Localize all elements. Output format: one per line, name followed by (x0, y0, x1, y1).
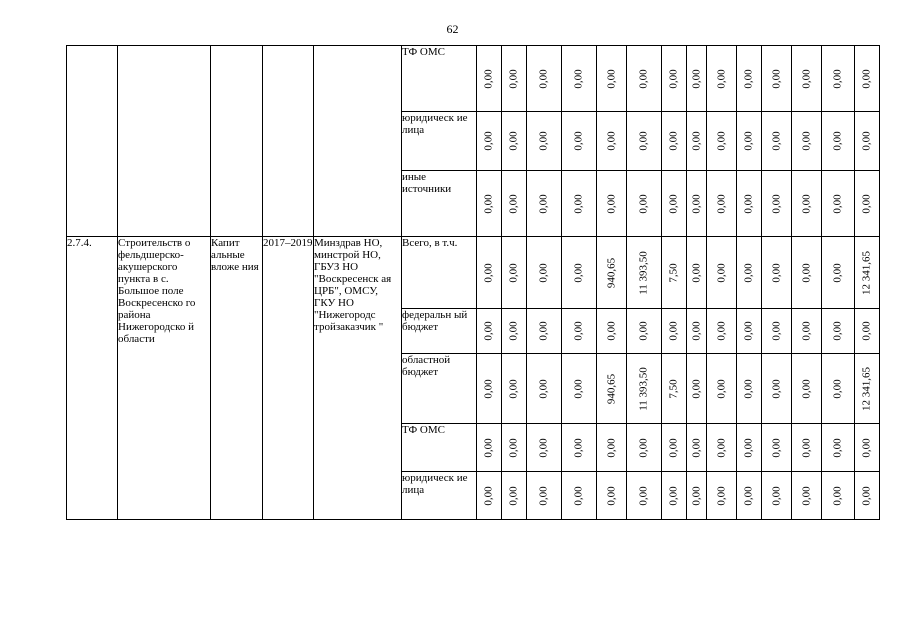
value-text: 0,00 (800, 321, 812, 341)
value-cell (627, 46, 662, 112)
value-text: 0,00 (742, 437, 755, 458)
value-cell (477, 354, 502, 424)
value-text: 0,00 (637, 437, 650, 458)
value-text: 0,00 (770, 437, 782, 458)
value-text: 0,00 (482, 68, 495, 89)
value-text: 0,00 (667, 193, 680, 214)
value-cell (627, 171, 662, 237)
value-text: 0,00 (482, 193, 495, 214)
value-cell (707, 171, 737, 237)
value-text: 0,00 (667, 68, 680, 89)
value-text: 0,00 (715, 68, 727, 89)
value-text: 0,00 (690, 378, 702, 399)
value-text: 0,00 (507, 68, 520, 89)
value-text: 0,00 (537, 68, 550, 89)
value-cell (477, 424, 502, 472)
value-text: 11 393,50 (637, 366, 650, 411)
value-cell (527, 309, 562, 354)
value-cell (597, 112, 627, 171)
value-cell (737, 309, 762, 354)
value-cell (562, 112, 597, 171)
value-text: 0,00 (667, 437, 680, 458)
value-text: 0,00 (800, 262, 812, 283)
value-cell (527, 354, 562, 424)
funding-source-cell: областной бюджет (402, 354, 477, 424)
value-cell (662, 46, 687, 112)
value-cell (502, 112, 527, 171)
value-text: 0,00 (742, 485, 755, 506)
value-cell (527, 472, 562, 520)
value-text: 0,00 (770, 378, 782, 399)
value-text: 0,00 (690, 485, 702, 506)
value-cell (762, 112, 792, 171)
value-cell (477, 46, 502, 112)
table-row (67, 46, 880, 112)
value-text: 0,00 (637, 68, 650, 89)
value-text: 0,00 (770, 321, 782, 341)
value-text: 7,50 (667, 262, 680, 283)
value-text: 0,00 (572, 378, 585, 399)
value-text: 0,00 (537, 485, 550, 506)
value-text: 0,00 (715, 193, 727, 214)
value-cell (562, 472, 597, 520)
value-cell (627, 112, 662, 171)
value-text: 0,00 (605, 68, 617, 89)
value-cell (662, 112, 687, 171)
value-text: 0,00 (637, 485, 650, 506)
value-text: 0,00 (831, 193, 844, 214)
value-text: 0,00 (800, 437, 812, 458)
value-cell (597, 309, 627, 354)
value-text: 0,00 (572, 321, 585, 341)
value-cell (855, 112, 880, 171)
value-cell (822, 354, 855, 424)
value-cell (737, 424, 762, 472)
value-cell (707, 354, 737, 424)
value-text: 0,00 (742, 378, 755, 399)
value-text: 0,00 (637, 193, 650, 214)
value-cell (762, 354, 792, 424)
value-cell (662, 237, 687, 309)
item-period-cell: 2017–2019 (263, 237, 314, 520)
value-cell (562, 354, 597, 424)
value-text: 0,00 (742, 262, 755, 283)
value-cell (687, 309, 707, 354)
value-cell (762, 171, 792, 237)
value-text: 0,00 (800, 193, 812, 214)
value-cell (502, 472, 527, 520)
value-cell (822, 237, 855, 309)
value-cell (477, 237, 502, 309)
value-text: 11 393,50 (637, 250, 650, 295)
value-cell (762, 472, 792, 520)
value-cell (527, 112, 562, 171)
value-cell (707, 309, 737, 354)
value-text: 0,00 (831, 378, 844, 399)
prev-executor-cell (314, 46, 402, 237)
value-text: 0,00 (537, 437, 550, 458)
value-cell (687, 354, 707, 424)
value-cell (822, 171, 855, 237)
value-cell (477, 112, 502, 171)
value-cell (707, 237, 737, 309)
program-table (66, 45, 880, 520)
value-text: 0,00 (690, 262, 702, 283)
page-number: 62 (446, 22, 459, 36)
value-text: 0,00 (690, 437, 702, 458)
value-text: 0,00 (605, 485, 617, 506)
value-cell (792, 309, 822, 354)
value-cell (627, 237, 662, 309)
value-cell (662, 424, 687, 472)
value-text: 0,00 (860, 68, 873, 89)
value-cell (762, 424, 792, 472)
value-text: 0,00 (637, 321, 650, 341)
value-text: 0,00 (800, 131, 812, 151)
item-name-cell: Строительств о фельдшерско-акушерского пункта в с. Большое поле Воскресенско го района Нижегородско й области (118, 237, 211, 520)
value-text: 0,00 (860, 321, 873, 341)
value-text: 0,00 (715, 262, 727, 283)
value-text: 0,00 (831, 68, 844, 89)
funding-source-cell: федеральн ый бюджет (402, 309, 477, 354)
value-cell (502, 309, 527, 354)
value-text: 0,00 (690, 321, 702, 341)
value-text: 0,00 (742, 68, 755, 89)
item-executor-cell: Минздрав НО, минстрой НО, ГБУЗ НО "Воскресенск ая ЦРБ", ОМСУ, ГКУ НО "Нижегородс тройзаказчик " (314, 237, 402, 520)
value-cell (822, 424, 855, 472)
value-cell (627, 354, 662, 424)
value-text: 0,00 (742, 193, 755, 214)
value-text: 0,00 (800, 378, 812, 399)
value-cell (662, 309, 687, 354)
value-text: 0,00 (572, 262, 585, 283)
value-cell (662, 354, 687, 424)
value-text: 0,00 (860, 485, 873, 506)
value-cell (792, 354, 822, 424)
value-text: 0,00 (637, 131, 650, 151)
value-text: 0,00 (482, 437, 495, 458)
value-cell (762, 309, 792, 354)
value-text: 0,00 (537, 131, 550, 151)
value-text: 0,00 (715, 485, 727, 506)
value-text: 0,00 (537, 378, 550, 399)
value-text: 12 341,65 (860, 250, 873, 295)
value-cell (662, 171, 687, 237)
value-text: 0,00 (770, 131, 782, 151)
value-cell (737, 354, 762, 424)
value-text: 0,00 (831, 437, 844, 458)
value-cell (477, 171, 502, 237)
value-text: 7,50 (667, 378, 680, 399)
value-text: 0,00 (800, 485, 812, 506)
value-cell (527, 237, 562, 309)
value-text: 0,00 (507, 131, 520, 151)
value-text: 0,00 (742, 321, 755, 341)
value-text: 0,00 (507, 193, 520, 214)
value-cell (477, 472, 502, 520)
value-text: 0,00 (605, 193, 617, 214)
value-text: 0,00 (572, 68, 585, 89)
value-text: 0,00 (715, 321, 727, 341)
value-text: 0,00 (507, 485, 520, 506)
value-cell (822, 309, 855, 354)
value-cell (737, 171, 762, 237)
value-cell (687, 237, 707, 309)
value-text: 0,00 (572, 193, 585, 214)
value-text: 0,00 (537, 321, 550, 341)
value-cell (527, 46, 562, 112)
value-text: 0,00 (537, 193, 550, 214)
value-cell (562, 171, 597, 237)
value-text: 0,00 (831, 131, 844, 151)
value-text: 940,65 (605, 373, 617, 404)
value-text: 0,00 (690, 68, 702, 89)
value-cell (822, 472, 855, 520)
value-cell (737, 46, 762, 112)
value-cell (627, 472, 662, 520)
funding-source-cell: юридическ ие лица (402, 472, 477, 520)
value-cell (707, 424, 737, 472)
value-cell (855, 171, 880, 237)
item-number-cell: 2.7.4. (67, 237, 118, 520)
funding-source-cell: ТФ ОМС (402, 424, 477, 472)
value-text: 0,00 (667, 131, 680, 151)
value-text: 0,00 (860, 131, 873, 151)
value-cell (597, 237, 627, 309)
value-text: 0,00 (572, 437, 585, 458)
value-cell (687, 112, 707, 171)
value-cell (792, 112, 822, 171)
value-text: 0,00 (770, 68, 782, 89)
value-cell (737, 237, 762, 309)
value-text: 0,00 (831, 485, 844, 506)
value-text: 0,00 (770, 485, 782, 506)
value-cell (662, 472, 687, 520)
value-cell (762, 237, 792, 309)
value-cell (855, 424, 880, 472)
value-cell (737, 112, 762, 171)
value-cell (502, 237, 527, 309)
table-row (67, 237, 880, 309)
value-text: 940,65 (605, 257, 617, 288)
value-cell (502, 46, 527, 112)
value-text: 0,00 (690, 131, 702, 151)
value-text: 0,00 (572, 131, 585, 151)
value-cell (707, 472, 737, 520)
value-text: 12 341,65 (860, 366, 873, 411)
value-text: 0,00 (715, 378, 727, 399)
value-text: 0,00 (572, 485, 585, 506)
value-text: 0,00 (482, 131, 495, 151)
value-cell (855, 237, 880, 309)
funding-source-cell: иные источники (402, 171, 477, 237)
value-cell (792, 424, 822, 472)
value-cell (562, 46, 597, 112)
value-cell (792, 46, 822, 112)
value-cell (597, 472, 627, 520)
value-text: 0,00 (605, 437, 617, 458)
value-cell (707, 46, 737, 112)
value-cell (597, 46, 627, 112)
value-cell (627, 424, 662, 472)
value-cell (855, 46, 880, 112)
value-cell (792, 472, 822, 520)
table-body (67, 46, 880, 520)
value-text: 0,00 (770, 193, 782, 214)
funding-source-cell: Всего, в т.ч. (402, 237, 477, 309)
value-cell (502, 424, 527, 472)
value-cell (792, 237, 822, 309)
value-cell (562, 237, 597, 309)
value-cell (562, 424, 597, 472)
funding-source-cell: ТФ ОМС (402, 46, 477, 112)
value-text: 0,00 (831, 321, 844, 341)
value-text: 0,00 (860, 437, 873, 458)
value-text: 0,00 (507, 262, 520, 283)
value-text: 0,00 (507, 437, 520, 458)
value-cell (737, 472, 762, 520)
value-cell (527, 424, 562, 472)
value-cell (502, 171, 527, 237)
value-text: 0,00 (605, 131, 617, 151)
value-text: 0,00 (770, 262, 782, 283)
value-cell (502, 354, 527, 424)
value-text: 0,00 (537, 262, 550, 283)
value-text: 0,00 (507, 321, 520, 341)
value-text: 0,00 (715, 131, 727, 151)
value-text: 0,00 (482, 485, 495, 506)
value-text: 0,00 (667, 321, 680, 341)
value-text: 0,00 (742, 131, 755, 151)
value-cell (855, 354, 880, 424)
value-cell (687, 46, 707, 112)
value-text: 0,00 (667, 485, 680, 506)
value-cell (707, 112, 737, 171)
value-text: 0,00 (482, 321, 495, 341)
prev-type-cell (211, 46, 263, 237)
prev-number-cell (67, 46, 118, 237)
value-cell (597, 171, 627, 237)
value-cell (687, 472, 707, 520)
value-cell (597, 424, 627, 472)
value-cell (477, 309, 502, 354)
value-text: 0,00 (482, 378, 495, 399)
value-cell (597, 354, 627, 424)
value-text: 0,00 (690, 193, 702, 214)
value-text: 0,00 (482, 262, 495, 283)
value-cell (822, 112, 855, 171)
value-cell (762, 46, 792, 112)
value-cell (687, 424, 707, 472)
prev-name-cell (118, 46, 211, 237)
value-cell (562, 309, 597, 354)
value-text: 0,00 (800, 68, 812, 89)
value-cell (822, 46, 855, 112)
value-text: 0,00 (605, 321, 617, 341)
value-cell (855, 472, 880, 520)
value-cell (627, 309, 662, 354)
value-text: 0,00 (507, 378, 520, 399)
item-type-cell: Капит альные вложе ния (211, 237, 263, 520)
value-cell (527, 171, 562, 237)
value-cell (687, 171, 707, 237)
value-cell (855, 309, 880, 354)
prev-period-cell (263, 46, 314, 237)
value-text: 0,00 (715, 437, 727, 458)
value-cell (792, 171, 822, 237)
value-text: 0,00 (860, 193, 873, 214)
funding-source-cell: юридическ ие лица (402, 112, 477, 171)
value-text: 0,00 (831, 262, 844, 283)
